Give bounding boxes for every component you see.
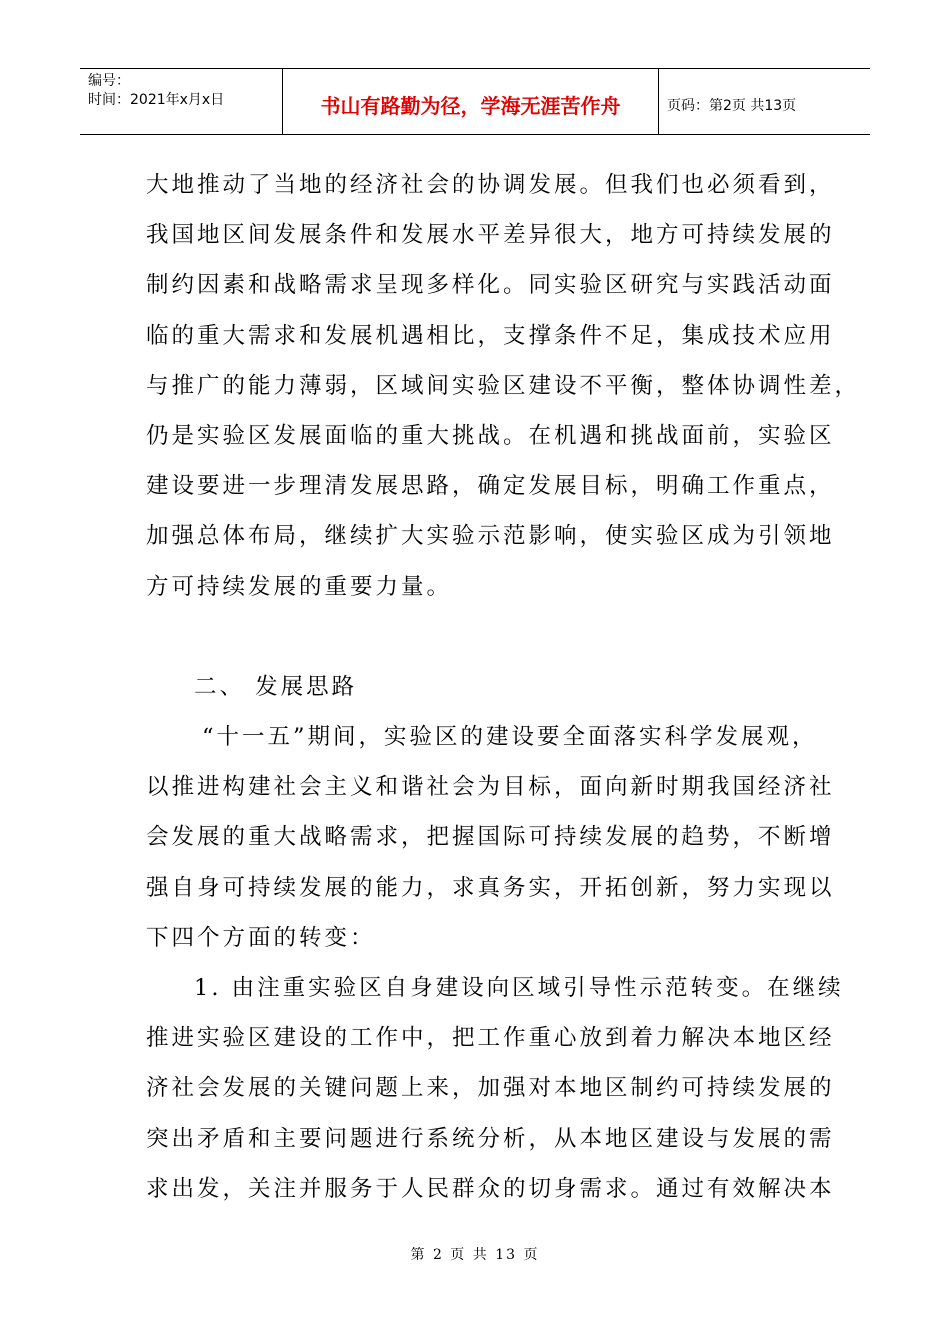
text-line: 突出矛盾和主要问题进行系统分析，从本地区建设与发展的需 [146, 1125, 835, 1152]
header-page-info: 页码：第2页 共13页 [667, 97, 797, 114]
text-line: 1. 由注重实验区自身建设向区域引导性示范转变。在继续 [194, 975, 844, 1001]
text-line: 强自身可持续发展的能力，求真务实，开拓创新，努力实现以 [146, 874, 835, 901]
text-line: 下四个方面的转变： [146, 924, 376, 951]
text-line: 我国地区间发展条件和发展水平差异很大，地方可持续发展的 [146, 222, 835, 249]
text-line: 方可持续发展的重要力量。 [146, 573, 453, 600]
text-line: 建设要进一步理清发展思路，确定发展目标，明确工作重点， [146, 473, 835, 500]
header-motto: 书山有路勤为径，学海无涯苦作舟 [283, 69, 659, 134]
page-footer: 第 2 页 共 13 页 [410, 1247, 540, 1263]
text-line: 会发展的重大战略需求，把握国际可持续发展的趋势，不断增 [146, 824, 835, 851]
text-line: 制约因素和战略需求呈现多样化。同实验区研究与实践活动面 [146, 272, 835, 299]
text-line: 与推广的能力薄弱，区域间实验区建设不平衡，整体协调性差， [146, 372, 861, 399]
number-label: 编号： [88, 73, 130, 89]
text-line: 临的重大需求和发展机遇相比，支撑条件不足，集成技术应用 [146, 322, 835, 349]
text-line: 加强总体布局，继续扩大实验示范影响，使实验区成为引领地 [146, 523, 835, 550]
spacer [146, 612, 826, 662]
text-line: 以推进构建社会主义和谐社会为目标，面向新时期我国经济社 [146, 774, 835, 801]
document-body [146, 160, 861, 1214]
text-line: 济社会发展的关键问题上来，加强对本地区制约可持续发展的 [146, 1075, 835, 1102]
text-line: 求出发，关注并服务于人民群众的切身需求。通过有效解决本 [146, 1175, 835, 1202]
section-heading: 二、 发展思路 [194, 673, 358, 700]
text-line: “十一五”期间，实验区的建设要全面落实科学发展观， [202, 724, 818, 751]
text-line: 仍是实验区发展面临的重大挑战。在机遇和挑战面前，实验区 [146, 422, 835, 449]
time-label: 时间：2021年x月x日 [88, 92, 225, 108]
text-line: 大地推动了当地的经济社会的协调发展。但我们也必须看到， [146, 172, 835, 198]
text-line: 推进实验区建设的工作中，把工作重心放到着力解决本地区经 [146, 1025, 835, 1052]
page-header [80, 68, 870, 135]
header-meta [80, 69, 283, 134]
